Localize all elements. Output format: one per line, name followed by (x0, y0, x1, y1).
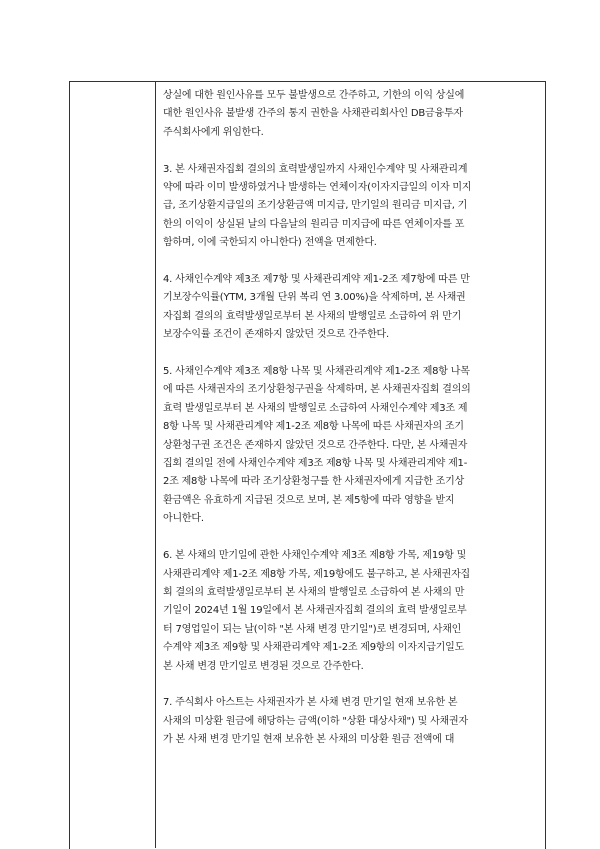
text-line: 3. 본 사채권자집회 결의의 효력발생일까지 사채인수계약 및 사채관리계 (163, 163, 468, 175)
text-line: 본 사채 변경 만기일로 변경된 것으로 간주한다. (163, 660, 364, 672)
text-line: 사채의 미상환 원금에 해당하는 금액(이하 "상환 대상사채") 및 사채권자 (163, 715, 468, 727)
text-line: 자집회 결의의 효력발생일로부터 본 사채의 발행일로 소급하여 위 만기 (163, 310, 462, 322)
text-line: 회 결의의 효력발생일로부터 본 사채의 발행일로 소급하여 본 사채의 만 (163, 586, 465, 598)
text-line: 보장수익률 조건이 존재하지 않았던 것으로 간주한다. (163, 329, 389, 341)
text-line: 상실에 대한 원인사유를 모두 불발생으로 간주하고, 기한의 이익 상실에 (163, 90, 465, 101)
text-line: 기보장수익률(YTM, 3개월 단위 복리 연 3.00%)을 삭제하며, 본 사채권 (163, 292, 466, 304)
paragraph-item-6 (163, 547, 533, 676)
text-line: 4. 사채인수계약 제3조 제7항 및 사채관리계약 제1-2조 제7항에 따른 만 (163, 274, 470, 286)
text-line: 환금액은 유효하게 지급된 것으로 보며, 본 제5항에 따라 영향을 받지 (163, 494, 455, 506)
text-line: 에 따른 사채권자의 조기상환청구권을 삭제하며, 본 사채권자집회 결의의 (163, 384, 471, 396)
text-line: 함하며, 이에 국한되지 아니한다) 전액을 면제한다. (163, 237, 377, 249)
text-line: 5. 사채인수계약 제3조 제8항 나목 및 사채관리계약 제1-2조 제8항 나목 (163, 366, 470, 378)
text-line: 8항 나목 및 사채관리계약 제1-2조 제8항 나목에 따른 사채권자의 조기 (163, 421, 464, 433)
paragraph-item-7 (163, 694, 533, 749)
paragraph-item-4 (163, 271, 533, 345)
text-line: 대한 원인사유 불발생 간주의 통지 권한을 사채관리회사인 DB금융투자 (163, 108, 463, 120)
text-line: 집회 결의일 전에 사채인수계약 제3조 제8항 나목 및 사채관리계약 제1- (163, 458, 468, 470)
text-line: 상환청구권 조건은 존재하지 않았던 것으로 간주한다. 다만, 본 사채권자 (163, 439, 468, 451)
text-line: 수계약 제3조 제9항 및 사채관리계약 제1-2조 제9항의 이자지급기일도 (163, 642, 465, 654)
text-line: 2조 제8항 나목에 따라 조기상환청구를 한 사채권자에게 지급한 조기상 (163, 476, 465, 488)
text-line: 6. 본 사채의 만기일에 관한 사채인수계약 제3조 제8항 가목, 제19항 및 (163, 550, 467, 562)
text-line: 아니한다. (163, 513, 204, 525)
text-line: 사채관리계약 제1-2조 제8항 가목, 제19항에도 불구하고, 본 사채권자집 (163, 568, 470, 580)
paragraph-intro (163, 87, 533, 142)
text-line: 한의 이익이 상실된 날의 다음날의 원리금 미지급에 따른 연체이자를 포 (163, 218, 465, 230)
paragraph-item-3 (163, 161, 533, 253)
text-line: 효력 발생일로부터 본 사채의 발행일로 소급하여 사채인수계약 제3조 제 (163, 402, 468, 414)
text-line: 주식회사에게 위임한다. (163, 126, 264, 138)
text-line: 터 7영업일이 되는 날(이하 "본 사채 변경 만기일")로 변경되며, 사채인 (163, 623, 462, 635)
paragraph-item-5 (163, 363, 533, 529)
text-line: 약에 따라 이미 발생하였거나 발생하는 연체이자(이자지급일의 이자 미지 (163, 182, 472, 194)
text-line: 가 본 사채 변경 만기일 현재 보유한 본 사채의 미상환 원금 전액에 대 (163, 734, 455, 746)
text-line: 급, 조기상환지급일의 조기상환금액 미지급, 만기일의 원리금 미지급, 기 (163, 200, 468, 212)
text-line: 기일이 2024년 1월 19일에서 본 사채권자집회 결의의 효력 발생일로부 (163, 605, 467, 617)
column-divider (155, 81, 156, 848)
text-line: 7. 주식회사 아스트는 사채권자가 본 사채 변경 만기일 현재 보유한 본 (163, 697, 458, 709)
table-content-cell (163, 87, 533, 750)
